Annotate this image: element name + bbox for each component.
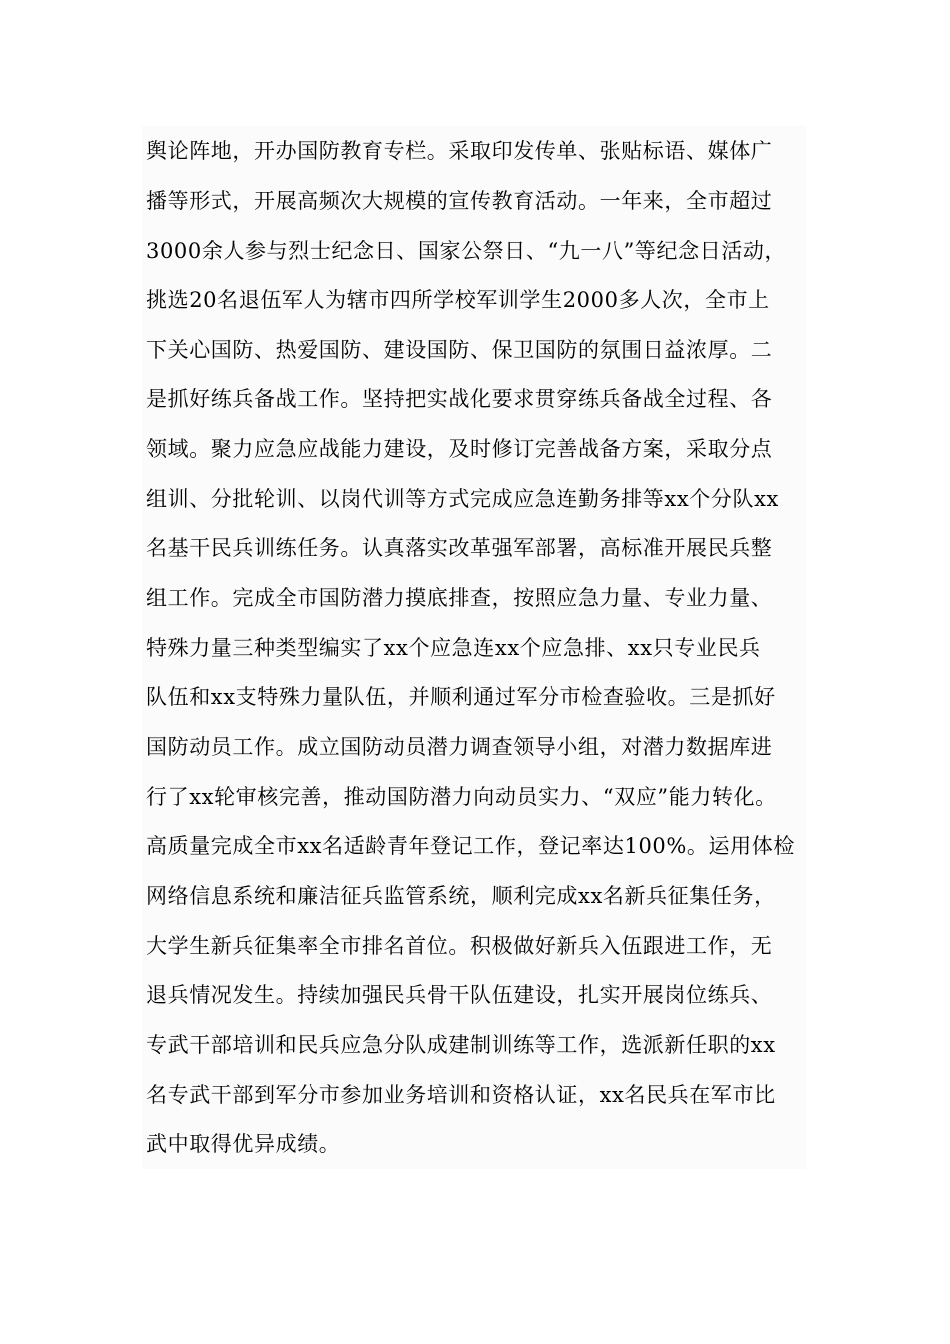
text-line-14: 行了xx轮审核完善，推动国防潜力向动员实力、“双应”能力转化。 <box>146 785 777 809</box>
text-line-11: 特殊力量三种类型编实了xx个应急连xx个应急排、xx只专业民兵 <box>146 636 761 660</box>
text-line-17: 大学生新兵征集率全市排名首位。积极做好新兵入伍跟进工作，无 <box>146 934 773 958</box>
text-line-12: 队伍和xx支特殊力量队伍，并顺利通过军分市检查验收。三是抓好 <box>146 685 776 709</box>
text-line-7: 领域。聚力应急应战能力建设，及时修订完善战备方案，采取分点 <box>146 437 773 461</box>
body-text-block <box>142 126 806 1169</box>
text-line-8: 组训、分批轮训、以岗代训等方式完成应急连勤务排等xx个分队xx <box>146 487 779 511</box>
text-line-13: 国防动员工作。成立国防动员潜力调查领导小组，对潜力数据库进 <box>146 735 773 759</box>
text-line-3: 3000余人参与烈士纪念日、国家公祭日、“九一八”等纪念日活动， <box>146 239 787 263</box>
text-line-21: 武中取得优异成绩。 <box>146 1132 341 1156</box>
text-line-2: 播等形式，开展高频次大规模的宣传教育活动。一年来，全市超过 <box>146 189 773 213</box>
text-line-4: 挑选20名退伍军人为辖市四所学校军训学生2000多人次，全市上 <box>146 288 770 312</box>
text-line-5: 下关心国防、热爱国防、建设国防、保卫国防的氛围日益浓厚。二 <box>146 338 773 362</box>
text-line-10: 组工作。完成全市国防潜力摸底排查，按照应急力量、专业力量、 <box>146 586 773 610</box>
text-line-9: 名基干民兵训练任务。认真落实改革强军部署，高标准开展民兵整 <box>146 536 773 560</box>
text-line-16: 网络信息系统和廉洁征兵监管系统，顺利完成xx名新兵征集任务， <box>146 884 776 908</box>
text-line-6: 是抓好练兵备战工作。坚持把实战化要求贯穿练兵备战全过程、各 <box>146 387 773 411</box>
text-line-15: 高质量完成全市xx名适龄青年登记工作，登记率达100%。运用体检 <box>146 834 795 858</box>
text-line-20: 名专武干部到军分市参加业务培训和资格认证，xx名民兵在军市比 <box>146 1083 776 1107</box>
text-line-19: 专武干部培训和民兵应急分队成建制训练等工作，选派新任职的xx <box>146 1033 776 1057</box>
text-line-18: 退兵情况发生。持续加强民兵骨干队伍建设，扎实开展岗位练兵、 <box>146 983 773 1007</box>
text-line-1: 舆论阵地，开办国防教育专栏。采取印发传单、张贴标语、媒体广 <box>146 139 773 163</box>
